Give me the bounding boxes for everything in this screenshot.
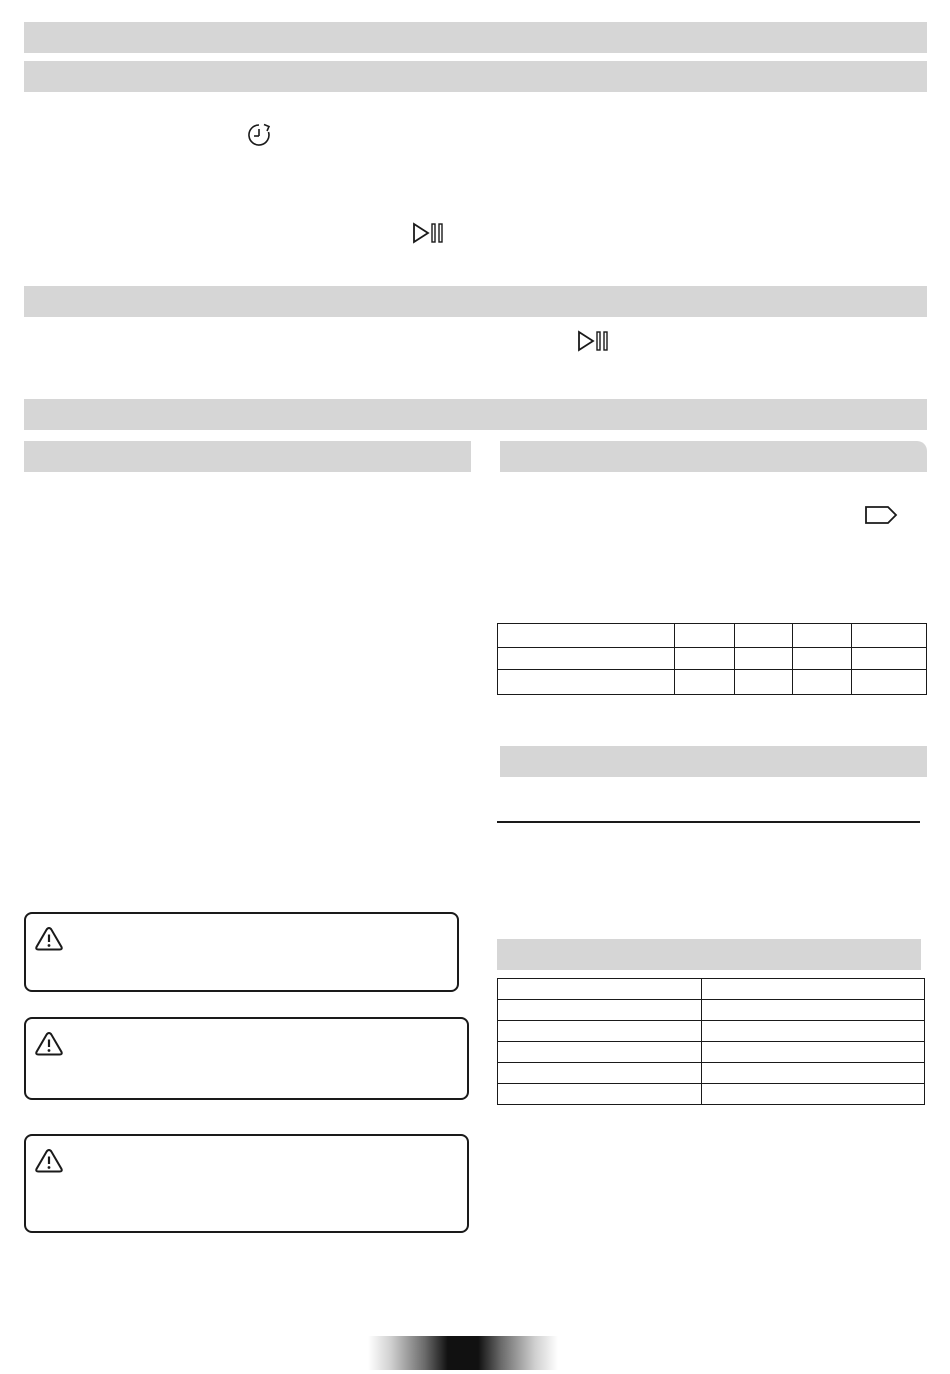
table-cell — [735, 670, 793, 695]
table-cell — [498, 648, 675, 670]
table-cell — [735, 624, 793, 648]
section-bar-4 — [24, 399, 927, 430]
table-row — [498, 670, 927, 695]
table-cell — [675, 648, 735, 670]
start-pause-icon — [412, 222, 446, 244]
table-cell — [852, 670, 927, 695]
table-row — [498, 1084, 925, 1105]
table-row — [498, 979, 925, 1000]
table-row — [498, 1000, 925, 1021]
table-cell — [852, 624, 927, 648]
table-row — [498, 1042, 925, 1063]
page-number-tab — [368, 1336, 558, 1370]
table-cell — [702, 1000, 925, 1021]
start-pause-icon — [577, 330, 611, 352]
right-column-header-bar — [500, 441, 927, 472]
clock-delay-icon — [246, 122, 272, 148]
table-cell — [735, 648, 793, 670]
table-row — [498, 1021, 925, 1042]
lower-table — [497, 978, 925, 1105]
table-cell — [498, 979, 702, 1000]
table-cell — [702, 1021, 925, 1042]
table-cell — [498, 1000, 702, 1021]
right-subsection-bar — [500, 746, 927, 777]
section-bar-3 — [24, 286, 927, 317]
table-cell — [498, 1042, 702, 1063]
warning-triangle-icon — [34, 926, 64, 952]
table-cell — [498, 1021, 702, 1042]
table-row — [498, 648, 927, 670]
table-cell — [498, 670, 675, 695]
warning-triangle-icon — [34, 1148, 64, 1174]
tag-arrow-icon — [864, 505, 898, 525]
table-cell — [675, 624, 735, 648]
section-bar-2 — [24, 61, 927, 92]
left-column-header-bar — [24, 441, 471, 472]
divider-line — [497, 821, 920, 823]
warning-box-3 — [24, 1134, 469, 1233]
table-cell — [793, 670, 852, 695]
table-cell — [702, 1042, 925, 1063]
table-cell — [498, 624, 675, 648]
table-cell — [675, 670, 735, 695]
warning-box-1 — [24, 912, 459, 992]
table-cell — [852, 648, 927, 670]
table-cell — [793, 648, 852, 670]
table-cell — [702, 1063, 925, 1084]
warning-box-2 — [24, 1017, 469, 1100]
table-row — [498, 624, 927, 648]
upper-table — [497, 623, 927, 695]
right-subsection-bar-2 — [497, 939, 921, 970]
warning-triangle-icon — [34, 1031, 64, 1057]
table-row — [498, 1063, 925, 1084]
table-cell — [793, 624, 852, 648]
table-cell — [702, 979, 925, 1000]
section-bar-1 — [24, 22, 927, 53]
table-cell — [702, 1084, 925, 1105]
table-cell — [498, 1063, 702, 1084]
table-cell — [498, 1084, 702, 1105]
